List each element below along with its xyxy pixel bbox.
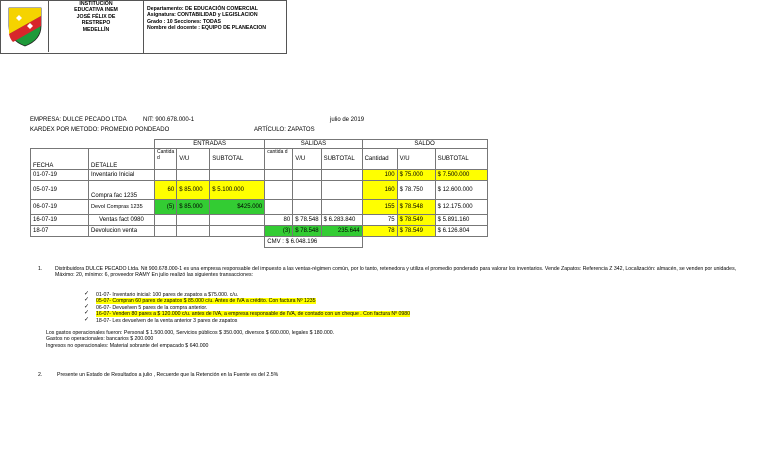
group-entradas: ENTRADAS (155, 140, 265, 149)
cell-b-vu: $ 78.549 (397, 215, 435, 226)
cell-e-cant: 60 (155, 181, 177, 200)
cell-e-sub (210, 226, 265, 237)
cell-s-cant (265, 170, 293, 181)
cell-fecha: 06-07-19 (31, 200, 89, 215)
article-name: ARTÍCULO: ZAPATOS (254, 127, 315, 133)
table-row (31, 215, 488, 226)
cmv-total: CMV : $ 6.048.196 (265, 237, 362, 248)
problem-2-text: Presente un Estado de Resultados a julio , Recuerde que la Retención en la Fuente es del 2.5% (57, 372, 279, 378)
problem-1-number: 1. (38, 266, 43, 272)
course-info (147, 6, 285, 32)
info-line: Grado : 10 Secciones: TODAS (147, 18, 221, 25)
institution-line: MEDELLÍN (82, 26, 110, 33)
group-saldo: SALDO (362, 140, 487, 149)
cell-s-sub (321, 170, 362, 181)
cell-s-vu: $ 78.548 (293, 215, 321, 226)
table-row (31, 200, 488, 215)
problem-2-number: 2. (38, 372, 43, 378)
note-line: Ingresos no operacionales: Material sobrante del empacado $ 640.000 (46, 342, 209, 349)
cell-e-cant: (5) (155, 200, 177, 215)
col-e-sub: SUBTOTAL (210, 149, 265, 170)
cell-e-sub (210, 170, 265, 181)
cell-e-vu: $ 85.000 (177, 200, 210, 215)
cell-e-vu: $ 85.000 (177, 181, 210, 200)
cell-e-cant (155, 170, 177, 181)
info-line: Departamento: DE EDUCACIÓN COMERCIAL (147, 6, 258, 12)
report-date: julio de 2019 (330, 117, 365, 123)
institution-line: INSTITUCIÓN (79, 1, 113, 7)
company-name: EMPRESA: DULCE PECADO LTDA (30, 117, 127, 123)
table-row (31, 226, 488, 237)
cell-e-sub: $425.000 (210, 200, 265, 215)
table-row (31, 170, 488, 181)
cell-b-cant: 75 (362, 215, 397, 226)
list-item (84, 318, 744, 324)
cell-fecha: 01-07-19 (31, 170, 89, 181)
cell-fecha: 18-07 (31, 226, 89, 237)
kardex-table (30, 139, 488, 248)
note-line: Gastos no operacionales: bancarios $ 200.000 (46, 336, 154, 343)
cell-s-vu (293, 170, 321, 181)
col-s-vu: V/U (293, 149, 321, 170)
cell-e-vu (177, 226, 210, 237)
school-shield-icon (3, 4, 47, 48)
institution-line: EDUCATIVA INEM (74, 7, 118, 14)
cell-s-vu (293, 200, 321, 215)
institution-name (49, 0, 144, 53)
cell-detalle: Compra fac 1235 (89, 181, 155, 200)
cell-b-vu: $ 78.549 (397, 226, 435, 237)
notes (46, 330, 746, 349)
kardex-method: KARDEX POR METODO: PROMEDIO PONDEADO (30, 127, 170, 133)
cell-b-cant: 155 (362, 200, 397, 215)
cell-b-vu: $ 78.750 (397, 181, 435, 200)
cell-e-sub: $ 5.100.000 (210, 181, 265, 200)
problem-1-text: Distribuidora DULCE PECADO Ltda. Nit 900.678.000-1 es una empresa responsable del impuesto a las ventas-régimen común, por lo tanto, retenedora y utiliza el promedio ponderado para valorar los inventarios. Vende Zapatos: Referencia Z 342, Localización: almacén, se venden por unidades, Máximo: 20, mínimo: 6, proveedor RAMY En julio realizó las siguientes transacciones: (55, 266, 737, 279)
col-e-vu: V/U (177, 149, 210, 170)
cell-e-cant (155, 226, 177, 237)
col-b-vu: V/U (397, 149, 435, 170)
cell-b-sub: $ 5.891.160 (435, 215, 487, 226)
list-item-text: 05-07- Compran 60 pares de zapatos $ 85.000 c/u. Antes de IVA a crédito. Con factura Nº 1235 (96, 298, 316, 305)
group-salidas: SALIDAS (265, 140, 362, 149)
cell-b-cant: 100 (362, 170, 397, 181)
info-line: Asignatura: CONTABILIDAD y LEGISLACION (147, 12, 258, 19)
table-row (31, 181, 488, 200)
cell-fecha: 05-07-19 (31, 181, 89, 200)
cell-b-sub: $ 7.500.000 (435, 170, 487, 181)
institution-line: RESTREPO (81, 20, 111, 27)
cell-s-cant: 80 (265, 215, 293, 226)
cell-e-cant (155, 215, 177, 226)
cell-e-vu (177, 215, 210, 226)
col-s-sub: SUBTOTAL (321, 149, 362, 170)
cell-detalle: Devolucion venta (89, 226, 155, 237)
cell-s-sub (321, 181, 362, 200)
cell-b-sub: $ 12.600.000 (435, 181, 487, 200)
cell-detalle: Inventario Inicial (89, 170, 155, 181)
col-s-cant: cantida d (265, 149, 293, 170)
cell-e-sub (210, 215, 265, 226)
transactions-list (84, 292, 744, 324)
cell-b-vu: $ 75.000 (397, 170, 435, 181)
cell-s-cant (265, 200, 293, 215)
company-nit: NIT: 900.678.000-1 (143, 117, 195, 123)
cell-b-vu: $ 78.548 (397, 200, 435, 215)
cell-fecha: 16-07-19 (31, 215, 89, 226)
cell-s-cant (265, 181, 293, 200)
list-item-text: 06-07- Devuelven 5 pares de la compra anterior. (96, 304, 208, 311)
list-item-text: 16-07- Venden 80 pares a $ 120.000 c/u. antes de IVA, a empresa responsable de IVA, de contado con un cheque . Con factura Nº 0980 (96, 311, 411, 318)
logo-cell (0, 0, 49, 52)
col-e-cant: Cantida d (155, 149, 177, 170)
cell-detalle: Ventas fact 0980 (89, 215, 155, 226)
cell-s-sub (321, 200, 362, 215)
institution-line: JOSÉ FÉLIX DE (76, 13, 116, 20)
cell-b-sub: $ 12.175.000 (435, 200, 487, 215)
note-line: Los gastos operacionales fueron: Personal $ 1.500.000, Servicios públicos $ 350.000, diversos $ 600.000, legales $ 180.000. (46, 330, 335, 336)
col-b-cant: Cantidad (362, 149, 397, 170)
cell-e-vu (177, 170, 210, 181)
cell-s-vu: $ 78.548 (293, 226, 321, 237)
info-line: Nombre del docente : EQUIPO DE PLANEACION (147, 25, 267, 32)
list-item-text: 01-07- Inventario inicial: 100 pares de zapatos a $75.000. c/u. (96, 292, 239, 298)
col-b-sub: SUBTOTAL (435, 149, 487, 170)
col-detalle: DETALLE (89, 149, 155, 170)
cell-b-cant: 78 (362, 226, 397, 237)
list-item-text: 18-07- Les devuelven de la venta anterior 3 pares de zapatos (96, 317, 238, 324)
cell-b-sub: $ 6.126.804 (435, 226, 487, 237)
header-box (0, 0, 287, 54)
cell-s-vu (293, 181, 321, 200)
cell-s-sub: 235.644 (321, 226, 362, 237)
cell-detalle: Devol Compras 1235 (89, 200, 155, 215)
col-fecha: FECHA (31, 149, 89, 170)
cell-s-sub: $ 6.283.840 (321, 215, 362, 226)
cell-b-cant: 160 (362, 181, 397, 200)
cell-s-cant: (3) (265, 226, 293, 237)
